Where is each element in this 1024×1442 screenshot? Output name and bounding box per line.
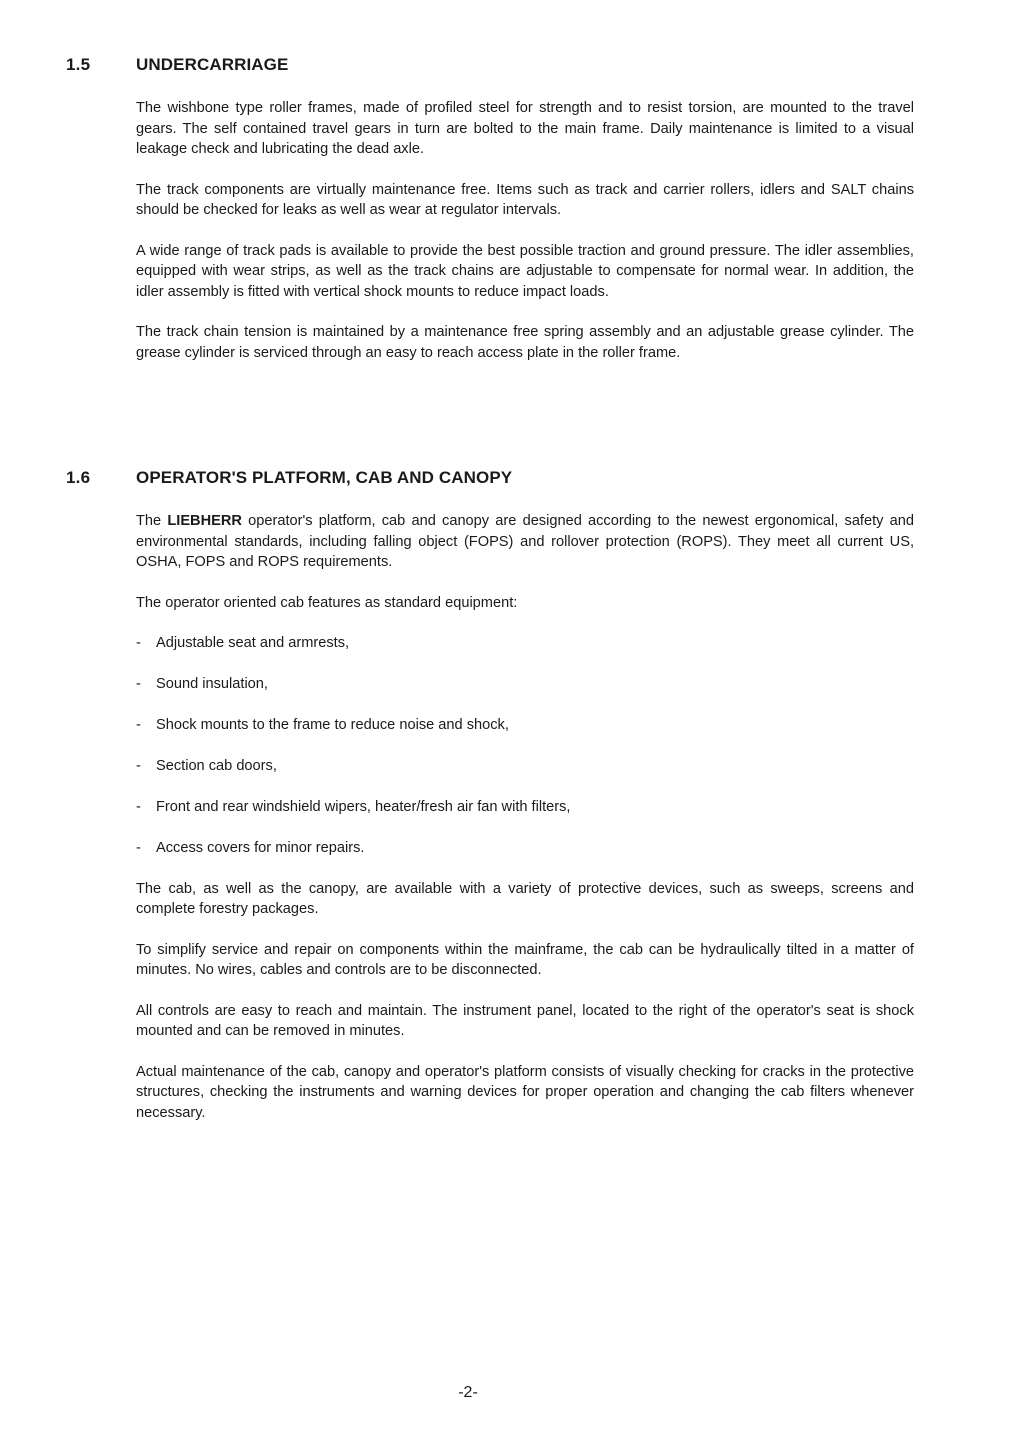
feature-list: [136, 633, 914, 859]
list-item-text: Section cab doors,: [156, 758, 277, 774]
paragraph: All controls are easy to reach and maintain. The instrument panel, located to the right of the operator's seat is shock mounted and can be removed in minutes.: [136, 1002, 914, 1039]
section-title: UNDERCARRIAGE: [136, 55, 289, 74]
paragraph: To simplify service and repair on components within the mainframe, the cab can be hydraulically tilted in a matter of minutes. No wires, cables and controls are to be disconnected.: [136, 941, 914, 978]
list-item-text: Front and rear windshield wipers, heater/fresh air fan with filters,: [156, 799, 571, 815]
list-item-text: Sound insulation,: [156, 676, 268, 692]
paragraph: Actual maintenance of the cab, canopy and operator's platform consists of visually checking for cracks in the protective structures, checking the instruments and warning devices for proper operation and changing the cab filters whenever necessary.: [136, 1063, 914, 1121]
bullet-dash: -: [136, 840, 141, 856]
list-item: [136, 715, 914, 736]
list-lead: The operator oriented cab features as standard equipment:: [136, 594, 518, 611]
section-number: 1.5: [66, 55, 91, 74]
intro-paragraph: [136, 511, 914, 573]
page-number: -2-: [458, 1384, 478, 1401]
brand-name: LIEBHERR: [167, 513, 242, 529]
bullet-dash: -: [136, 717, 141, 733]
list-item: [136, 674, 914, 695]
intro-text: operator's platform, cab and canopy are designed according to the newest ergonomical, safety and environmental standards, including falling object (FOPS) and rollover protection (ROPS). They meet all current US, OSHA, FOPS and ROPS requirements.: [136, 513, 915, 570]
section-body: [136, 511, 914, 1123]
section-title: OPERATOR'S PLATFORM, CAB AND CANOPY: [136, 468, 513, 487]
section-undercarriage: [0, 55, 1024, 363]
bullet-dash: -: [136, 758, 141, 774]
section-heading: [0, 55, 1024, 81]
list-item: [136, 838, 914, 859]
section-heading: [0, 468, 1024, 494]
paragraph: The wishbone type roller frames, made of profiled steel for strength and to resist torsion, are mounted to the travel gears. The self contained travel gears in turn are bolted to the main frame. Daily maintenance is limited to a visual leakage check and lubricating the dead axle.: [136, 100, 914, 157]
list-item: [136, 633, 914, 654]
paragraph: The track components are virtually maintenance free. Items such as track and carrier rollers, idlers and SALT chains should be checked for leaks as well as wear at regulator intervals.: [136, 181, 914, 218]
list-item-text: Shock mounts to the frame to reduce noise and shock,: [156, 717, 509, 733]
intro-prefix: The: [136, 513, 168, 529]
list-item: [136, 797, 914, 818]
paragraph: The cab, as well as the canopy, are available with a variety of protective devices, such as sweeps, screens and complete forestry packages.: [136, 880, 914, 917]
paragraph: The track chain tension is maintained by a maintenance free spring assembly and an adjustable grease cylinder. The grease cylinder is serviced through an easy to reach access plate in the roller frame.: [136, 324, 914, 361]
list-item-text: Adjustable seat and armrests,: [156, 635, 350, 651]
list-item: [136, 756, 914, 777]
section-operator-platform: [0, 468, 1024, 1123]
bullet-dash: -: [136, 676, 141, 692]
section-number: 1.6: [66, 468, 91, 487]
bullet-dash: -: [136, 799, 141, 815]
paragraph: A wide range of track pads is available to provide the best possible traction and ground pressure. The idler assemblies, equipped with wear strips, as well as the track chains are adjustable to compensate for normal wear. In addition, the idler assembly is fitted with vertical shock mounts to reduce impact loads.: [136, 242, 914, 300]
list-item-text: Access covers for minor repairs.: [156, 840, 365, 856]
section-body: [136, 98, 914, 363]
bullet-dash: -: [136, 635, 141, 651]
